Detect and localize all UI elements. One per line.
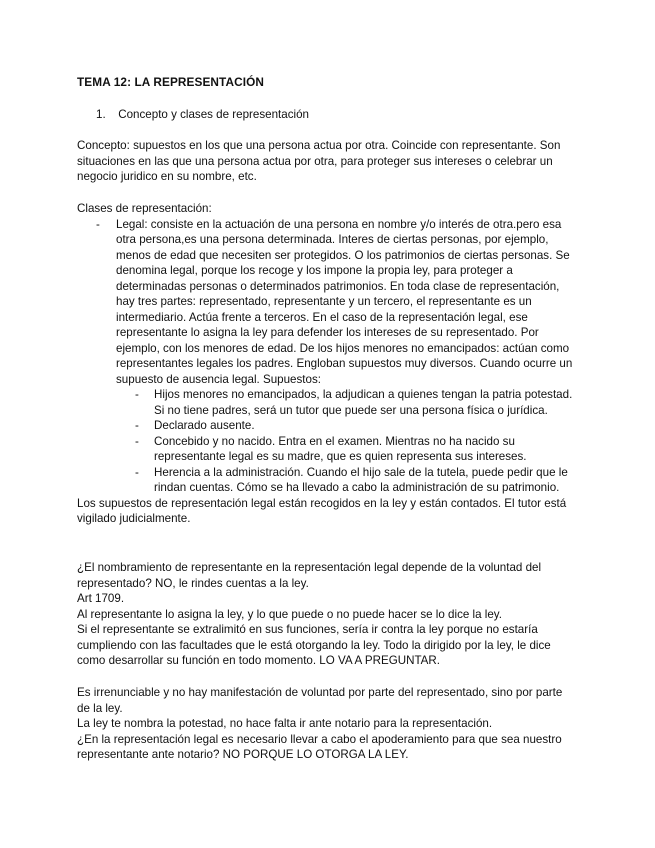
closing-text: Los supuestos de representación legal están recogidos en la ley y están contados. El tutor está vigilado judicialmente. [77,496,567,525]
list-item [116,387,577,418]
concepto-paragraph [77,138,577,185]
bullet-marker: - [96,217,100,231]
section-label: Concepto y clases de representación [118,108,309,121]
question-text: ¿El nombramiento de representante en la representación legal depende de la voluntad del representado? NO, le rindes cuentas a la ley. [77,561,542,590]
list-item-text: Declarado ausente. [154,419,255,432]
article-reference: Art 1709. [77,592,125,605]
list-item [116,465,577,496]
bullet-marker: - [135,465,139,479]
paragraph-line: Si el representante se extralimitó en sus funciones, sería ir contra la ley porque no estaría cumpliendo con las facultades que le está otorgando la ley. Todo la dirigido por la ley, le dice como desarrollar su función en todo momento. LO VA A PREGUNTAR. [77,623,551,667]
bullet-marker: - [135,388,139,401]
clases-heading: Clases de representación: [77,202,212,215]
concepto-text: Concepto: supuestos en los que una persona actua por otra. Coincide con representante. Son situaciones en las que una persona actua por otra, para proteger sus intereses o celebrar un negocio juridico en su nombre, etc. [77,139,561,183]
section-heading [96,107,309,123]
question-text: ¿En la representación legal es necesario llevar a cabo el apoderamiento para que sea nuestro representante ante notario? NO PORQUE LO OTORGA LA LEY. [77,732,562,761]
list-item-text: Hijos menores no emancipados, la adjudican a quienes tengan la patria potestad. Si no tiene padres, será un tutor que puede ser una persona física o jurídica. [154,388,573,417]
bullet-marker: - [135,434,139,448]
clases-section [77,201,577,527]
list-item [116,418,577,434]
pregunta-nombramiento [77,560,577,669]
legal-text: Legal: consiste en la actuación de una persona en nombre y/o interés de otra.pero esa otra persona,es una persona determinada. Interes de ciertas personas, por ejemplo, menos de edad que necesiten ser protegidos. O los patrimonios de ciertas personas. Se denomina legal, porque los recoge y los impone la propia ley, para proteger a determinadas personas o determinados patrimonios. En toda clase de representación, hay tres partes: representado, representante y un tercero, el representante es un intermediario. Actúa frente a terceros. En el caso de la representación legal, ese representante lo asigna la ley para defender los intereses de su representado. Por ejemplo, con los menores de edad. De los hijos menores no emancipados: actúan como representantes legales los padres. Engloban supuestos muy diversos. Cuando ocurre un supuesto de ausencia legal. Supuestos: [116,217,573,386]
list-item-text: Concebido y no nacido. Entra en el examen. Mientras no ha nacido su representante legal es su madre, que es quien representa sus intereses. [154,434,527,463]
list-item [116,434,577,465]
paragraph-line: Es irrenunciable y no hay manifestación de voluntad por parte del representado, sino por parte de la ley. [77,686,563,715]
document-title: TEMA 12: LA REPRESENTACIÓN [77,75,264,89]
paragraph-line: Al representante lo asigna la ley, y lo que puede o no puede hacer se lo dice la ley. [77,607,502,621]
paragraph-line: La ley te nombra la potestad, no hace falta ir ante notario para la representación. [77,717,493,730]
bullet-marker: - [135,419,139,432]
legal-bullet [77,217,577,388]
pregunta-apoderamiento [77,685,577,763]
supuestos-list [116,387,577,496]
section-number: 1. [96,108,106,121]
list-item-text: Herencia a la administración. Cuando el hijo sale de la tutela, puede pedir que le rindan cuentas. Cómo se ha llevado a cabo la administración de su patrimonio. [154,465,568,494]
